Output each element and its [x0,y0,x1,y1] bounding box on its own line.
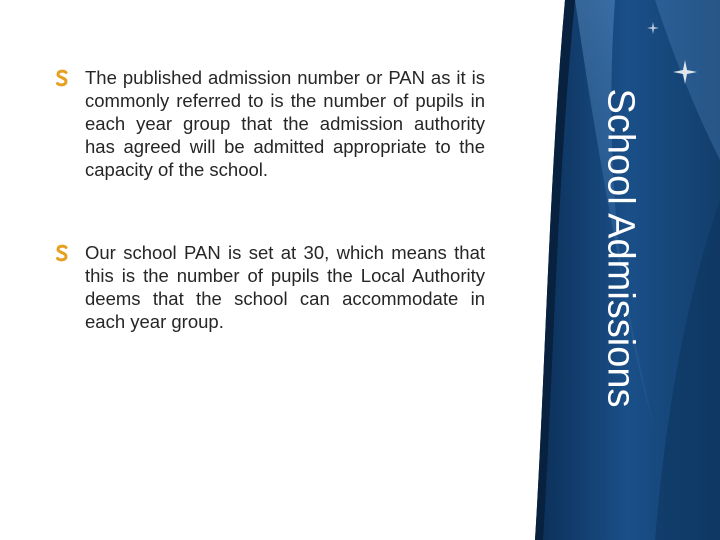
s-bullet-icon [55,244,69,262]
slide-title: School Admissions [599,88,642,408]
s-bullet-icon [55,69,69,87]
bullet-text: The published admission number or PAN as it is commonly referred to is the number of pupils in each year group that the admission authority has agreed will be admitted appropriate to the capacity of the school. [85,67,485,180]
bullet-item [55,241,485,333]
bullet-item [55,66,485,181]
content-area [55,66,485,333]
bullet-text: Our school PAN is set at 30, which means that this is the number of pupils the Local Authority deems that the school can accommodate in each year group. [85,242,485,332]
title-container [560,48,680,448]
